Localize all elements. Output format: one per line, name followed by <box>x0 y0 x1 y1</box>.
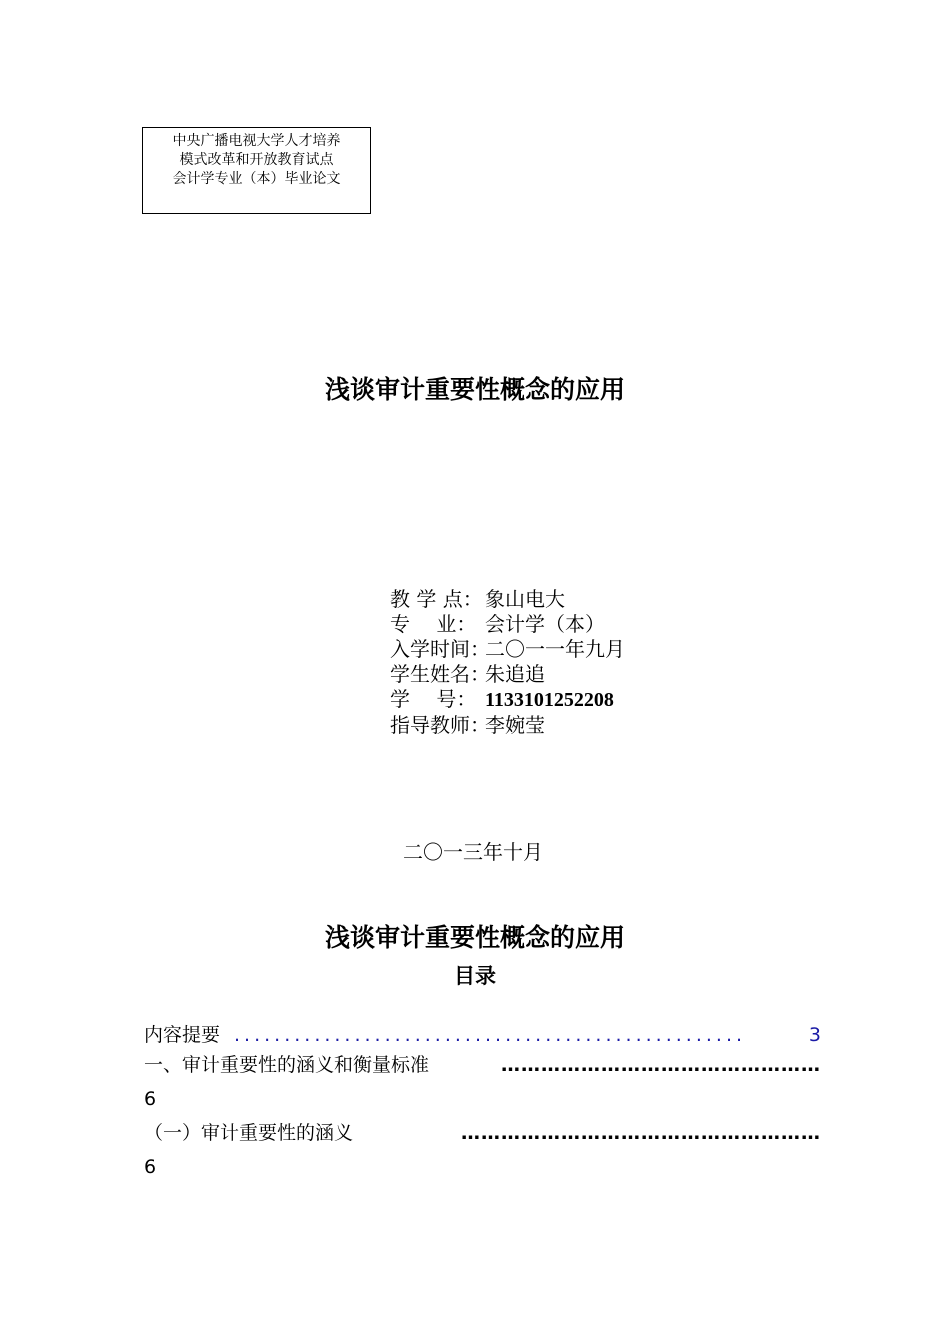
info-row-student-id <box>390 687 625 713</box>
info-row-advisor <box>390 713 625 738</box>
toc-leader-dots: ………………………………………… <box>501 1054 821 1076</box>
toc-page-number: 6 <box>144 1156 157 1178</box>
info-label: 入学时间： <box>390 637 490 661</box>
toc-leader-dots: ……………………………………………… <box>461 1122 821 1144</box>
toc-entry-summary[interactable] <box>144 1020 821 1050</box>
info-label: 学 号： <box>390 687 477 711</box>
info-value: 1133101252208 <box>485 689 614 711</box>
info-label: 专 业： <box>390 612 477 636</box>
thesis-header-box <box>142 127 371 214</box>
toc-page-title: 浅谈审计重要性概念的应用 <box>324 923 625 952</box>
info-value: 朱追追 <box>485 662 545 686</box>
info-label: 指导教师： <box>390 713 490 737</box>
toc-entry-text: 内容提要 <box>144 1024 221 1046</box>
toc-entry-text: 一、审计重要性的涵义和衡量标准 <box>144 1054 430 1076</box>
toc-entry-section-1-1[interactable] <box>144 1118 821 1148</box>
info-row-enrollment <box>390 637 625 662</box>
header-line-3: 会计学专业（本）毕业论文 <box>172 171 341 187</box>
info-label: 教 学 点： <box>390 587 483 611</box>
info-label: 学生姓名： <box>390 662 490 686</box>
toc-page-number: 6 <box>144 1088 157 1110</box>
toc-page-number: 3 <box>808 1024 821 1046</box>
info-value: 二〇一一年九月 <box>485 637 625 661</box>
toc-entry-section-1[interactable] <box>144 1050 821 1080</box>
info-row-major <box>390 612 625 637</box>
toc-heading: 目录 <box>454 964 496 988</box>
info-value: 会计学（本） <box>485 612 605 636</box>
info-row-student-name <box>390 662 625 687</box>
info-value: 李婉莹 <box>485 713 545 737</box>
toc-leader-dots: ................................................... <box>234 1024 747 1046</box>
table-of-contents <box>144 1020 821 1186</box>
cover-title: 浅谈审计重要性概念的应用 <box>324 375 625 404</box>
header-line-1: 中央广播电视大学人才培养 <box>172 133 341 149</box>
student-info <box>390 587 625 738</box>
toc-entry-text: （一）审计重要性的涵义 <box>144 1122 354 1144</box>
info-row-school <box>390 587 625 612</box>
header-line-2: 模式改革和开放教育试点 <box>179 152 334 168</box>
info-value: 象山电大 <box>485 587 565 611</box>
cover-date: 二〇一三年十月 <box>403 840 543 864</box>
